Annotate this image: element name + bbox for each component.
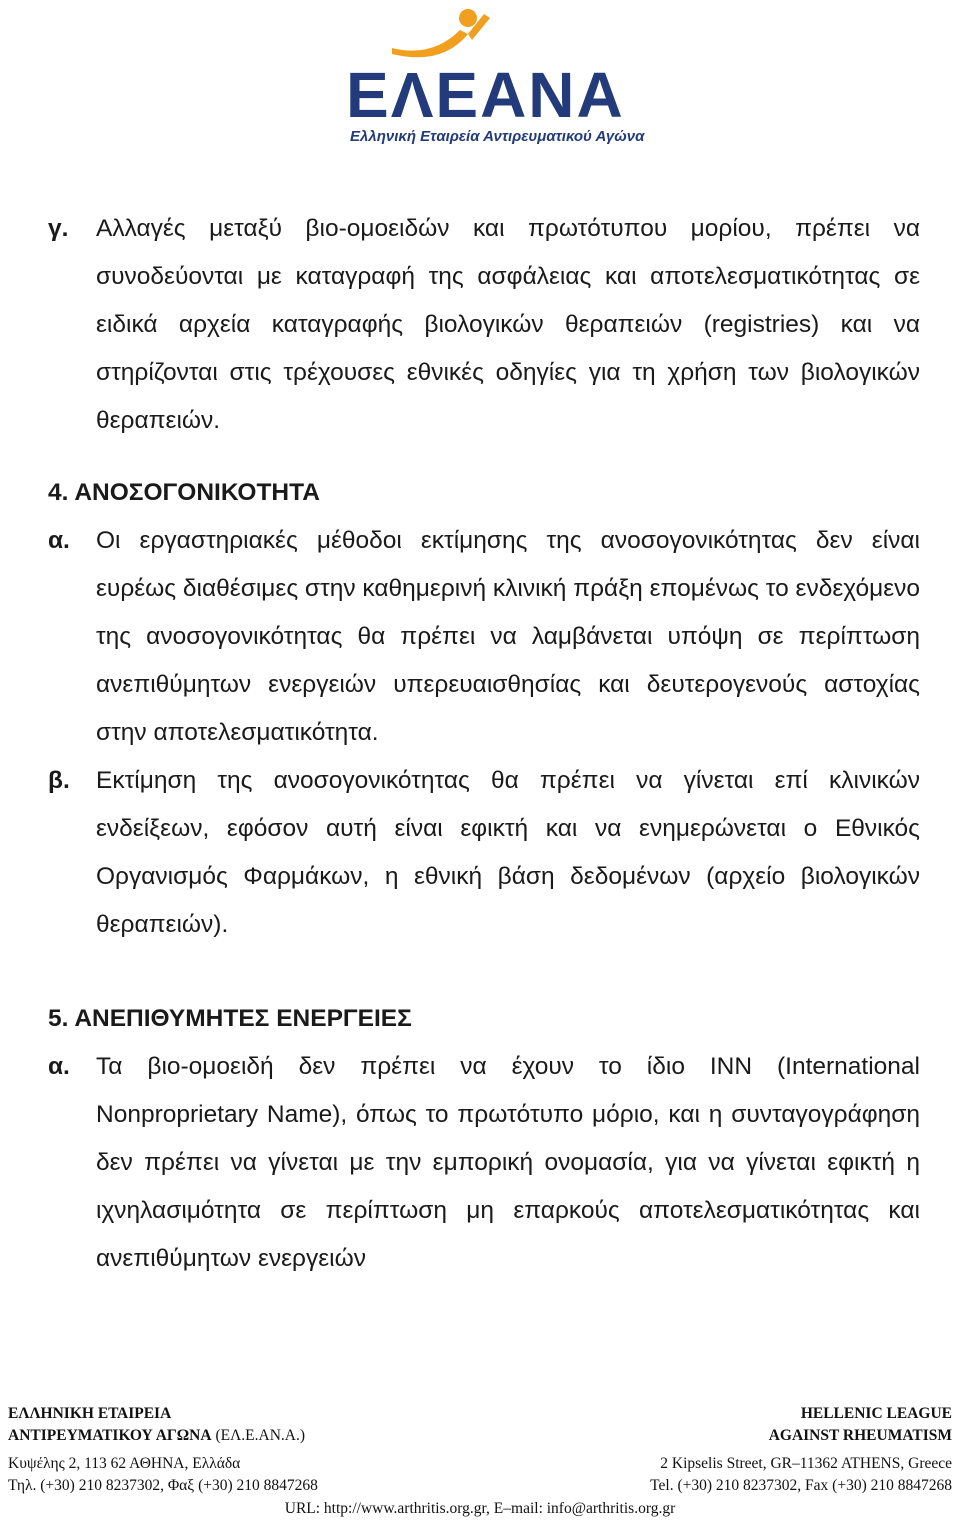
footer-org-english-2: AGAINST RHEUMATISM bbox=[768, 1427, 952, 1444]
footer-org-greek-2: ΑΝΤΙΡΕΥΜΑΤΙΚΟΥ ΑΓΩΝΑ bbox=[8, 1427, 212, 1444]
footer-org-abbrev: (ΕΛ.Ε.ΑΝ.Α.) bbox=[211, 1427, 306, 1444]
section-heading-4: 4. ΑΝΟΣΟΓΟΝΙΚΟΤΗΤΑ bbox=[48, 479, 320, 506]
elleana-logo bbox=[300, 0, 660, 160]
item-text: Εκτίμηση της ανοσογονικότητας θα πρέπει να γίνεται επί κλινικών ενδείξεων, εφόσον αυτή είναι εφικτή και να ενημερώνεται ο Εθνικός Οργανισμός Φαρμάκων, η εθνική βάση δεδομένων (αρχείο βιολογικών θεραπειών). bbox=[96, 767, 920, 938]
logo-name: ΕΛΕΑΝΑ bbox=[346, 59, 625, 131]
logo-tagline: Ελληνική Εταιρεία Αντιρευματικού Αγώνα bbox=[350, 128, 645, 145]
item-text: Αλλαγές μεταξύ βιο-ομοειδών και πρωτότυπου μορίου, πρέπει να συνοδεύονται με καταγραφή της ασφάλειας και αποτελεσματικότητας σε ειδικά αρχεία καταγραφής βιολογικών θεραπειών (registries) και να στηρίζονται στις τρέχουσες εθνικές οδηγίες για τη χρήση των βιολογικών θεραπειών. bbox=[96, 215, 920, 434]
item-marker: α. bbox=[48, 527, 70, 554]
item-marker: γ. bbox=[48, 215, 69, 242]
item-c bbox=[40, 205, 920, 445]
footer-address-greek: Κυψέλης 2, 113 62 ΑΘΗΝΑ, Ελλάδα bbox=[8, 1455, 241, 1472]
footer-org-greek-1: ΕΛΛΗΝΙΚΗ ΕΤΑΙΡΕΙΑ bbox=[8, 1405, 172, 1422]
footer-address-english: 2 Kipselis Street, GR–11362 ATHENS, Greece bbox=[660, 1455, 952, 1472]
item-marker: α. bbox=[48, 1053, 70, 1080]
footer-phone-english: Tel. (+30) 210 8237302, Fax (+30) 210 8847268 bbox=[650, 1477, 952, 1494]
footer-org-english-1: HELLENIC LEAGUE bbox=[800, 1405, 952, 1422]
footer-phone-greek: Τηλ. (+30) 210 8237302, Φαξ (+30) 210 8847268 bbox=[8, 1477, 318, 1494]
item-5a bbox=[40, 1043, 920, 1283]
section-heading-5: 5. ΑΝΕΠΙΘΥΜΗΤΕΣ ΕΝΕΡΓΕΙΕΣ bbox=[48, 1005, 412, 1032]
item-text: Τα βιο-ομοειδή δεν πρέπει να έχουν το ίδιο INN (International Nonproprietary Name), όπως το πρωτότυπο μόριο, και η συνταγογράφηση δεν πρέπει να γίνεται με την εμπορική ονομασία, για να γίνεται εφικτή η ιχνηλασιμότητα σε περίπτωση μη επαρκούς αποτελεσματικότητας και ανεπιθύμητων ενεργειών bbox=[96, 1053, 920, 1272]
item-marker: β. bbox=[48, 767, 70, 794]
document-body bbox=[40, 205, 920, 1283]
item-4b bbox=[40, 757, 920, 949]
footer-url[interactable]: URL: http://www.arthritis.org.gr, E–mail: info@arthritis.org.gr bbox=[284, 1500, 676, 1517]
item-4a bbox=[40, 517, 920, 757]
item-text: Οι εργαστηριακές μέθοδοι εκτίμησης της ανοσογονικότητας δεν είναι ευρέως διαθέσιμες στην καθημερινή κλινική πράξη επομένως το ενδεχόμενο της ανοσογονικότητας θα πρέπει να λαμβάνεται υπόψη σε περίπτωση ανεπιθύμητων ενεργειών υπερευαισθησίας και δευτερογενούς αστοχίας στην αποτελεσματικότητα. bbox=[96, 527, 920, 746]
